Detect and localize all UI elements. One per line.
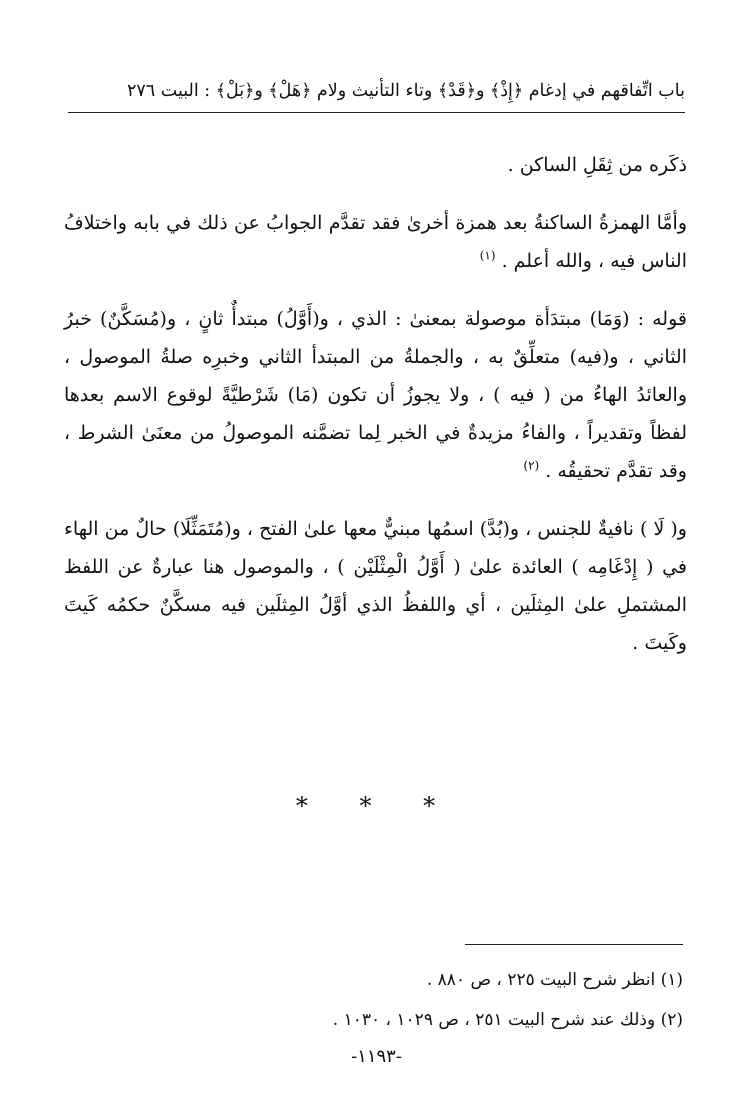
footnotes xyxy=(66,960,683,1040)
footnote-2: (٢) وذلك عند شرح البيت ٢٥١ ، ص ١٠٢٩ ، ١٠٣٠ . xyxy=(332,1010,683,1030)
footnote-reference-2[interactable]: (٢) xyxy=(523,458,540,473)
page-number: -١١٩٣- xyxy=(351,1046,402,1067)
running-header xyxy=(68,78,685,104)
paragraph-2 xyxy=(64,204,687,280)
paragraph-4 xyxy=(64,510,687,662)
paragraph-1 xyxy=(64,146,687,184)
main-text xyxy=(64,146,687,682)
header-divider xyxy=(68,112,685,113)
paragraph-text: قوله : (وَمَا) مبتدَأة موصولة بمعنىٰ : الذي ، و(أَوَّلُ) مبتدأٌ ثانٍ ، و(مُسَكَّنٌ) خبرُ الثاني ، و(فيه) متعلِّقٌ به ، والجملةُ من المبتدأ الثاني وخبرِه صلةُ الموصول ، والعائدُ الهاءُ من ( فيه ) ، ولا يجوزُ أن تكون (مَا) شَرْطيَّةً لوقوع الاسم بعدها لفظاً وتقديراً ، والفاءُ مزيدةٌ في الخبر لِما تضمَّنه الموصولُ من معنَىٰ الشرط ، وقد تقدَّم تحقيقُه . xyxy=(64,308,687,482)
paragraph-text: ذكَره من ثِقَلِ الساكن . xyxy=(507,154,687,176)
footnote-1: (١) انظر شرح البيت ٢٢٥ ، ص ٨٨٠ . xyxy=(426,970,683,990)
header-title: باب اتِّفاقهم في إدغام ﴿إِذْ﴾ و﴿قَدْ﴾ وتاء التأنيث ولام ﴿هَلْ﴾ و﴿بَلْ﴾ : البيت ٢٧٦ xyxy=(127,81,685,101)
paragraph-text: وأمَّا الهمزةُ الساكنةُ بعد همزة أخرىٰ فقد تقدَّم الجوابُ عن ذلك في بابه واختلافُ الناس فيه ، والله أعلم . xyxy=(64,212,687,272)
paragraph-text: و( لَا ) نافيةٌ للجنس ، و(بُدَّ) اسمُها مبنيٌّ معها علىٰ الفتح ، و(مُتَمَثِّلَا) حالٌ من الهاء في ( إِدْغَامِه ) العائدة علىٰ ( أَوَّلُ الْمِثْلَيْن ) ، والموصول هنا عبارةٌ عن اللفظ المشتملِ علىٰ المِثلَين ، أي واللفظُ الذي أوَّلُ المِثلَين فيه مسكَّنٌ حكمُه كَيتَ وكَيتَ . xyxy=(64,518,687,654)
paragraph-3 xyxy=(64,300,687,490)
section-separator: * * * xyxy=(295,792,458,820)
footnote-reference-1[interactable]: (١) xyxy=(479,248,496,263)
footnote-divider xyxy=(465,944,683,945)
